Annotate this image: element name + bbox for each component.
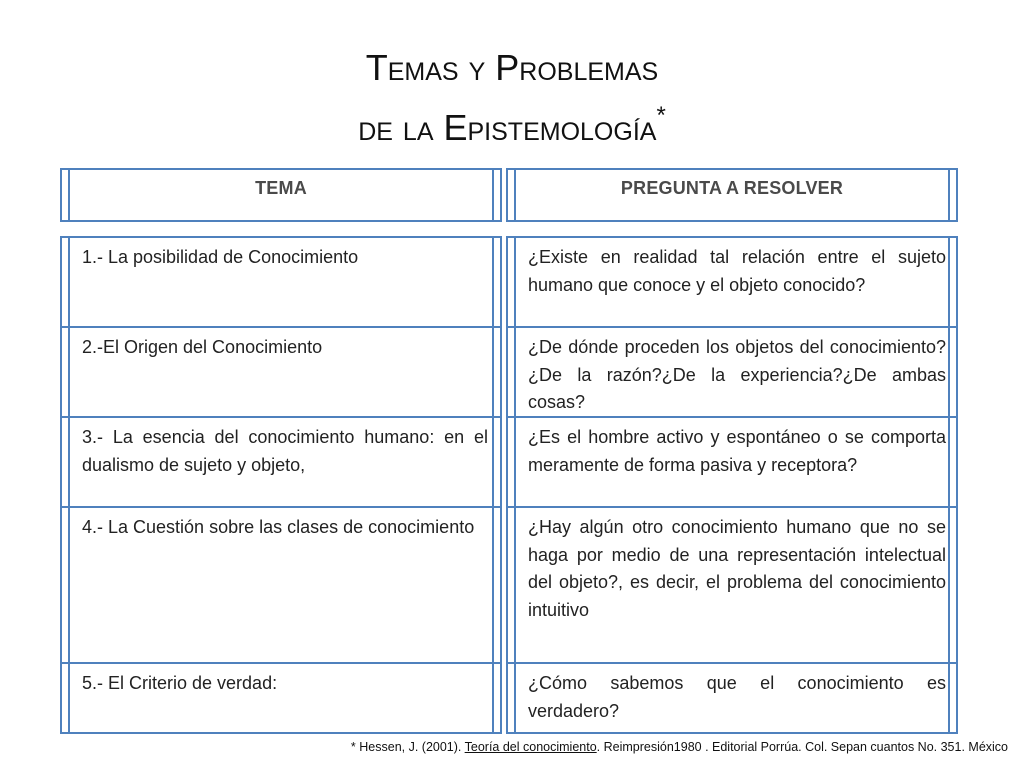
table-row-3-tema xyxy=(60,416,502,508)
pregunta-text: ¿Es el hombre activo y espontáneo o se comporta meramente de forma pasiva y receptora? xyxy=(528,427,946,475)
table-row-4-pregunta xyxy=(506,506,958,664)
table-row-5-tema xyxy=(60,662,502,734)
table-row-5-pregunta xyxy=(506,662,958,734)
pregunta-text: ¿Cómo sabemos que el conocimiento es verdadero? xyxy=(528,673,946,721)
footnote-prefix: * Hessen, J. (2001). xyxy=(350,740,465,754)
tema-text: 4.- La Cuestión sobre las clases de conocimiento xyxy=(82,517,475,537)
tema-text: 2.-El Origen del Conocimiento xyxy=(82,337,323,357)
header-cell-tema xyxy=(60,168,502,222)
title-line-1: Temas y Problemas xyxy=(365,47,659,88)
table-row-2-pregunta xyxy=(506,326,958,418)
footnote-book-title: Teoría del conocimiento xyxy=(464,740,597,754)
pregunta-text: ¿Existe en realidad tal relación entre el sujeto humano que conoce y el objeto conocido? xyxy=(528,247,946,295)
table-row-2-tema xyxy=(60,326,502,418)
title-line-2-text: de la Epistemología xyxy=(358,107,657,148)
title-asterisk: * xyxy=(656,102,666,129)
header-cell-pregunta xyxy=(506,168,958,222)
footnote-citation xyxy=(351,740,1008,754)
tema-text: 3.- La esencia del conocimiento humano: en el dualismo de sujeto y objeto, xyxy=(82,427,488,475)
table-row-4-tema xyxy=(60,506,502,664)
pregunta-text: ¿De dónde proceden los objetos del conocimiento?¿De la razón?¿De la experiencia?¿De ambas cosas? xyxy=(528,337,946,412)
table-row-1-tema xyxy=(60,236,502,328)
pregunta-text: ¿Hay algún otro conocimiento humano que no se haga por medio de una representación intelectual del objeto?, es decir, el problema del conocimiento intuitivo xyxy=(528,517,946,620)
title-line-2 xyxy=(0,94,1024,154)
table-row-1-pregunta xyxy=(506,236,958,328)
tema-text: 5.- El Criterio de verdad: xyxy=(82,673,278,693)
slide-title xyxy=(0,42,1024,154)
table-row-3-pregunta xyxy=(506,416,958,508)
header-pregunta: PREGUNTA A RESOLVER xyxy=(620,178,844,198)
tema-text: 1.- La posibilidad de Conocimiento xyxy=(82,247,359,267)
header-tema: TEMA xyxy=(255,178,307,198)
footnote-suffix: . Reimpresión1980 . Editorial Porrúa. Col. Sepan cuantos No. 351. México xyxy=(596,740,1008,754)
